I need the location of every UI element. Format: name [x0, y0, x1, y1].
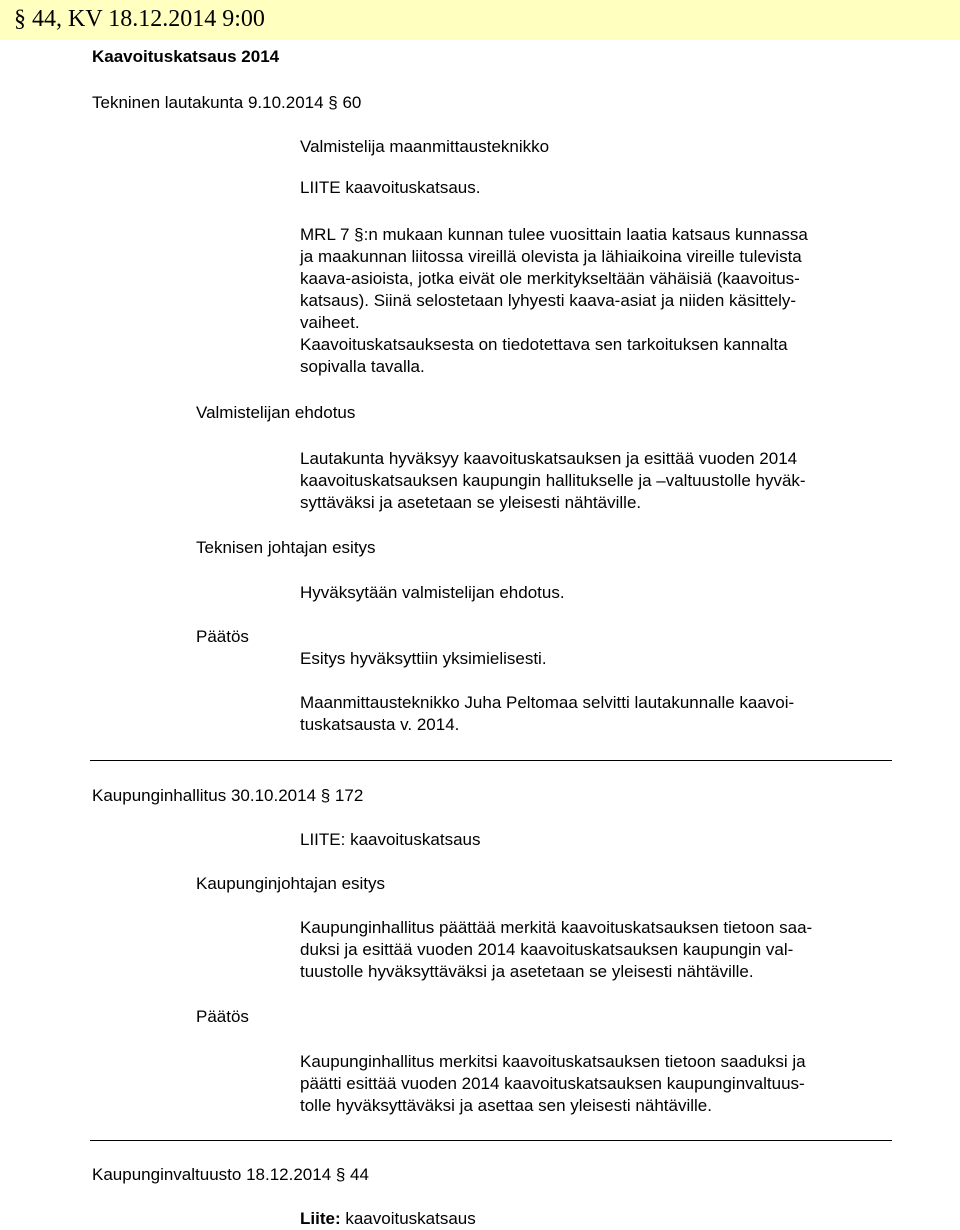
director-proposal-label: Teknisen johtajan esitys — [196, 538, 376, 557]
mayor-proposal-text: Kaupunginhallitus päättää merkitä kaavoituskatsauksen tietoon saa- duksi ja esittää vuoden 2014 kaavoituskatsauksen kaupungin val- tuustolle hyväksyttäväksi ja asetetaan se yleisesti nähtäville. — [300, 918, 813, 981]
mayor-proposal-label: Kaupunginjohtajan esitys — [196, 874, 386, 893]
decision-label: Päätös — [196, 627, 249, 646]
decision-note: Maanmittausteknikko Juha Peltomaa selvitti lautakunnalle kaavoi- tuskatsausta v. 2014. — [300, 693, 795, 734]
meeting-kaupunginhallitus: Kaupunginhallitus 30.10.2014 § 172 — [92, 786, 364, 805]
section-divider — [90, 760, 892, 761]
preparer-line: Valmistelija maanmittausteknikko — [300, 137, 550, 156]
attachment-line: LIITE kaavoituskatsaus. — [300, 178, 481, 197]
document-heading: Kaavoituskatsaus 2014 — [92, 47, 280, 66]
attachment-line — [300, 1208, 476, 1230]
section-divider — [90, 1140, 892, 1141]
attachment-name: kaavoituskatsaus — [340, 1209, 476, 1228]
decision-label: Päätös — [196, 1007, 249, 1026]
decision-text: Esitys hyväksyttiin yksimielisesti. — [300, 649, 547, 668]
preparer-proposal-text: Lautakunta hyväksyy kaavoituskatsauksen ja esittää vuoden 2014 kaavoituskatsauksen kaupungin hallitukselle ja –valtuustolle hyväk- syttäväksi ja asetetaan se yleisesti nähtäville. — [300, 449, 806, 512]
meeting-kaupunginvaltuusto: Kaupunginvaltuusto 18.12.2014 § 44 — [92, 1165, 369, 1184]
section-header-title: § 44, KV 18.12.2014 9:00 — [14, 6, 265, 32]
attachment-label: Liite: — [300, 1209, 341, 1228]
director-proposal-text: Hyväksytään valmistelijan ehdotus. — [300, 583, 565, 602]
attachment-line: LIITE: kaavoituskatsaus — [300, 830, 481, 849]
preparer-proposal-label: Valmistelijan ehdotus — [196, 403, 356, 422]
section-header-banner — [0, 0, 960, 40]
meeting-tekninen-lautakunta: Tekninen lautakunta 9.10.2014 § 60 — [92, 93, 362, 112]
background-paragraph: MRL 7 §:n mukaan kunnan tulee vuosittain laatia katsaus kunnassa ja maakunnan liitossa vireillä olevista ja lähiaikoina vireille tulevista kaava-asioista, jotka eivät ole merkitykseltään vähäisiä (kaavoitus- katsaus). Siinä selostetaan lyhyesti kaava-asiat ja niiden käsittely- vaiheet. Kaavoituskatsauksesta on tiedotettava sen tarkoituksen kannalta sopivalla tavalla. — [300, 225, 808, 376]
decision-text: Kaupunginhallitus merkitsi kaavoituskatsauksen tietoon saaduksi ja päätti esittää vuoden 2014 kaavoituskatsauksen kaupunginvaltuus- tolle hyväksyttäväksi ja asettaa sen yleisesti nähtäville. — [300, 1052, 806, 1115]
